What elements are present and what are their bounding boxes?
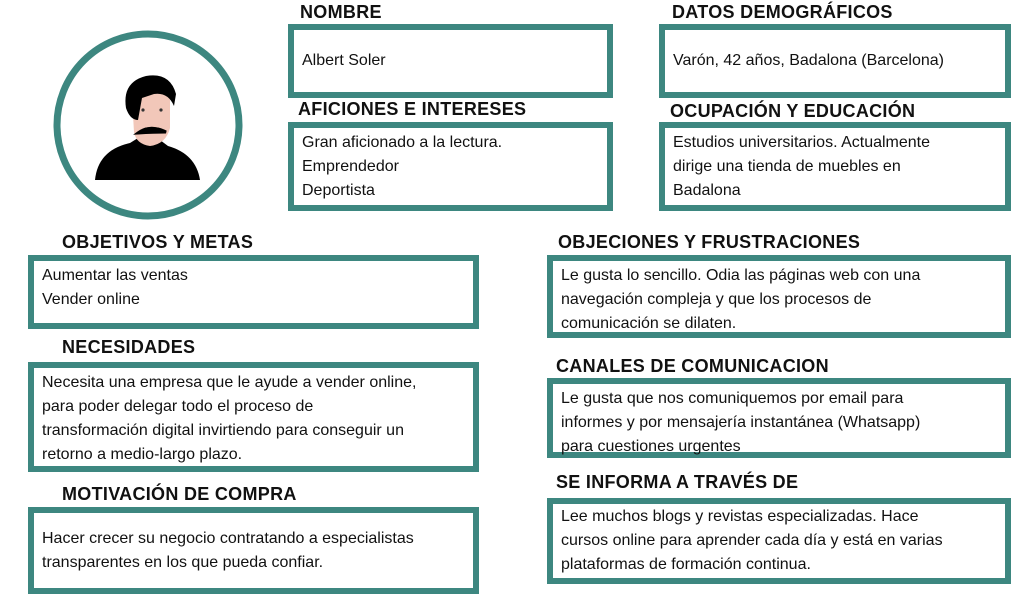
motivacion-label: MOTIVACIÓN DE COMPRA [62,484,297,504]
ocupacion-box [659,122,1011,211]
canales-label: CANALES DE COMUNICACION [556,356,829,376]
person-avatar-icon [50,28,246,224]
nombre-label: NOMBRE [300,2,382,22]
informa-value: Lee muchos blogs y revistas especializadas. Hace cursos online para aprender cada día y está en varias plataformas de formación continua. [561,508,943,573]
datos-value: Varón, 42 años, Badalona (Barcelona) [673,52,944,69]
objetivos-value: Aumentar las ventas Vender online [42,267,188,308]
ocupacion-label: OCUPACIÓN Y EDUCACIÓN [670,101,916,121]
datos-label: DATOS DEMOGRÁFICOS [672,2,893,22]
necesidades-label: NECESIDADES [62,337,196,357]
aficiones-box [288,122,613,211]
motivacion-box [28,507,479,594]
objeciones-value: Le gusta lo sencillo. Odia las páginas web con una navegación compleja y que los procesos de comunicación se dilaten. [561,267,921,332]
ocupacion-value: Estudios universitarios. Actualmente dirige una tienda de muebles en Badalona [673,134,931,199]
nombre-value: Albert Soler [302,52,386,69]
motivacion-value: Hacer crecer su negocio contratando a especialistas transparentes en los que pueda confiar. [42,529,414,571]
necesidades-value: Necesita una empresa que le ayude a vender online, para poder delegar todo el proceso de transformación digital invirtiendo para conseguir un retorno a medio-largo plazo. [42,374,417,463]
nombre-box [288,24,613,98]
objetivos-box [28,255,479,329]
informa-box [547,498,1011,584]
objeciones-label: OBJECIONES Y FRUSTRACIONES [558,232,861,252]
necesidades-box [28,362,479,472]
objeciones-box [547,255,1011,338]
canales-box [547,378,1011,458]
canales-value: Le gusta que nos comuniquemos por email para informes y por mensajería instantánea (Whatsapp) para cuestiones urgentes [561,390,921,455]
datos-box [659,24,1011,98]
aficiones-label: AFICIONES E INTERESES [298,99,527,119]
objetivos-label: OBJETIVOS Y METAS [62,232,254,252]
aficiones-value: Gran aficionado a la lectura. Emprendedor Deportista [302,134,503,199]
informa-label: SE INFORMA A TRAVÉS DE [556,472,799,492]
